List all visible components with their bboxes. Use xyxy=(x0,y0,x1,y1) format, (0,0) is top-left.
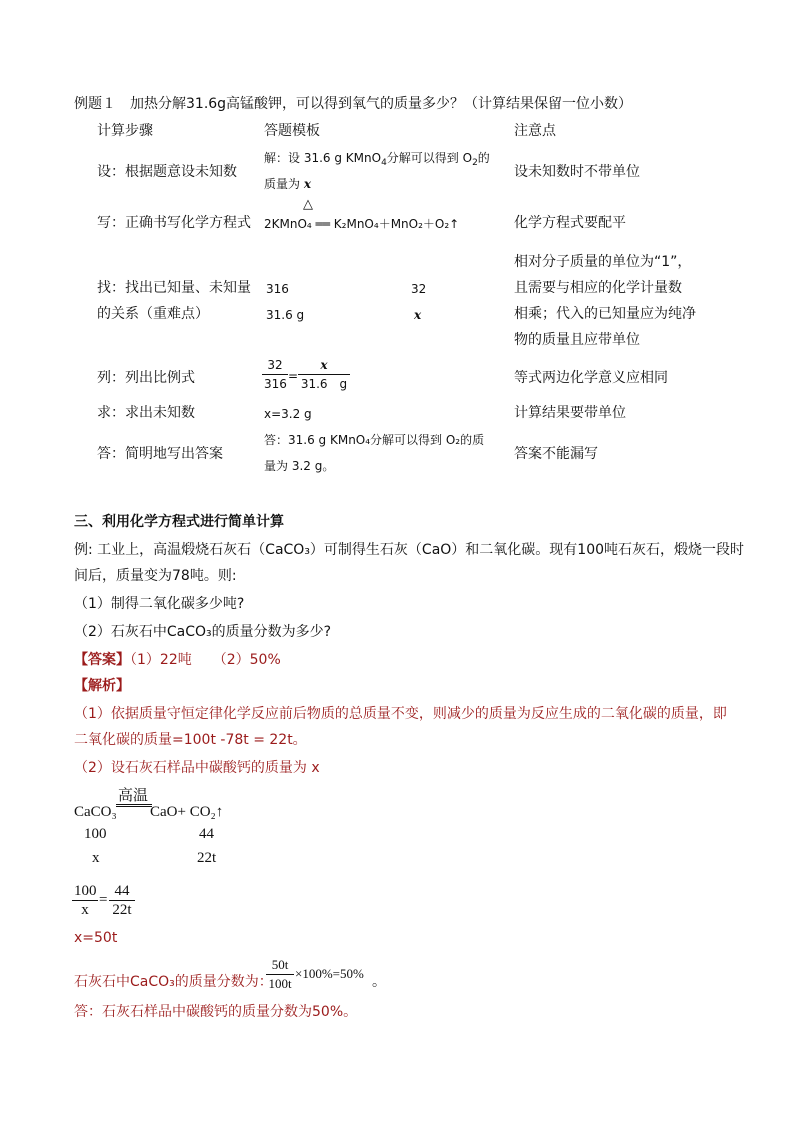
mass-o2: 32 xyxy=(411,282,427,296)
ratio-equals: = xyxy=(288,369,299,383)
note-find-4: 物的质量且应带单位 xyxy=(514,332,640,348)
eq-left: CaCO₃ xyxy=(74,804,117,820)
unknown-mass: x xyxy=(414,308,422,322)
template-set-line2: 质量为 x xyxy=(264,177,311,191)
note-ratio: 等式两边化学意义应相同 xyxy=(514,370,668,386)
step-find-line1: 找：找出已知量、未知量 xyxy=(97,280,251,296)
answer-text: （1）22吨 （2）50% xyxy=(130,652,281,668)
step-find-line2: 的关系（重难点） xyxy=(97,306,209,322)
problem-line1: 例: 工业上，高温煅烧石灰石（CaCO₃）可制得生石灰（CaO）和二氧化碳。现有100吨石灰石，煅烧一段时 xyxy=(74,542,745,558)
ratio-eq: = xyxy=(99,892,108,908)
ratio-caco3: $\frac{100}{x}$ xyxy=(74,883,97,918)
template-answer-line1: 答：31.6 g KMnO₄分解可以得到 O₂的质 xyxy=(264,433,485,447)
header-template: 答题模板 xyxy=(264,123,320,139)
step-write: 写：正确书写化学方程式 xyxy=(97,215,251,231)
answer-label: 【答案】 xyxy=(74,652,130,668)
section-heading: 三、利用化学方程式进行简单计算 xyxy=(74,514,284,530)
problem-line2: 间后，质量变为78吨。则: xyxy=(74,568,237,584)
step-set: 设：根据题意设未知数 xyxy=(97,164,237,180)
eq-right: CaO+ CO₂↑ xyxy=(150,804,224,820)
var-x: x xyxy=(92,850,100,866)
analysis1-line2: 二氧化碳的质量=100t -78t = 22t。 xyxy=(74,732,307,748)
given-mass: 31.6 g xyxy=(266,308,305,322)
note-write: 化学方程式要配平 xyxy=(514,215,626,231)
percent-fraction: $\frac{50t}{100t}$ xyxy=(266,956,294,993)
equation-kmno4: 2KMnO₄ ══ K₂MnO₄＋MnO₂＋O₂↑ xyxy=(264,217,460,231)
template-answer-line2: 量为 3.2 g。 xyxy=(264,459,335,473)
solve-result: x=3.2 g xyxy=(264,407,312,421)
heat-symbol: △ xyxy=(303,197,313,212)
question-2: （2）石灰石中CaCO₃的质量分数为多少? xyxy=(74,624,332,640)
note-set: 设未知数时不带单位 xyxy=(514,164,640,180)
analysis2: （2）设石灰石样品中碳酸钙的质量为 x xyxy=(74,760,320,776)
note-solve: 计算结果要带单位 xyxy=(514,405,626,421)
example-title: 例题１ 加热分解31.6g高锰酸钾，可以得到氧气的质量多少？（计算结果保留一位小数） xyxy=(74,96,633,112)
note-answer: 答案不能漏写 xyxy=(514,446,598,462)
answer-line xyxy=(74,650,281,670)
percent-tail: ×100%=50% xyxy=(295,966,364,981)
note-find-2: 且需要与相应的化学计量数 xyxy=(514,280,682,296)
header-notes: 注意点 xyxy=(514,123,556,139)
mass-co2: 44 xyxy=(199,826,214,842)
mass-kmno4: 316 xyxy=(266,282,289,296)
eq-arrow-line xyxy=(116,804,152,807)
step-solve: 求：求出未知数 xyxy=(97,405,195,421)
period: 。 xyxy=(372,974,386,990)
fraction-text: 石灰石中CaCO₃的质量分数为： xyxy=(74,974,273,990)
final-answer: 答：石灰石样品中碳酸钙的质量分数为50%。 xyxy=(74,1004,358,1020)
note-find-3: 相乘；代入的已知量应为纯净 xyxy=(514,306,696,322)
mass-caco3: 100 xyxy=(84,826,107,842)
var-22t: 22t xyxy=(197,850,217,866)
step-ratio: 列：列出比例式 xyxy=(97,370,195,386)
ratio-co2: $\frac{44}{22t}$ xyxy=(109,882,135,919)
header-steps: 计算步骤 xyxy=(97,123,153,139)
step-answer: 答：简明地写出答案 xyxy=(97,446,223,462)
analysis1-line1: （1）依据质量守恒定律化学反应前后物质的总质量不变，则减少的质量为反应生成的二氧化碳的质量，即 xyxy=(74,706,727,722)
analysis-label: 【解析】 xyxy=(74,678,130,694)
ratio-fraction-left: $\frac{32}{316}$ xyxy=(264,358,287,391)
eq-condition: 高温 xyxy=(118,788,149,804)
question-1: （1）制得二氧化碳多少吨? xyxy=(74,596,245,612)
x-result: x=50t xyxy=(74,930,118,946)
note-find-1: 相对分子质量的单位为“1”， xyxy=(514,254,692,270)
template-set-line1: 解：设 31.6 g KMnO$_4$分解可以得到 $O_2$的 xyxy=(264,151,490,168)
ratio-fraction-right: $\frac{x}{31.6 g}$ xyxy=(298,356,350,393)
